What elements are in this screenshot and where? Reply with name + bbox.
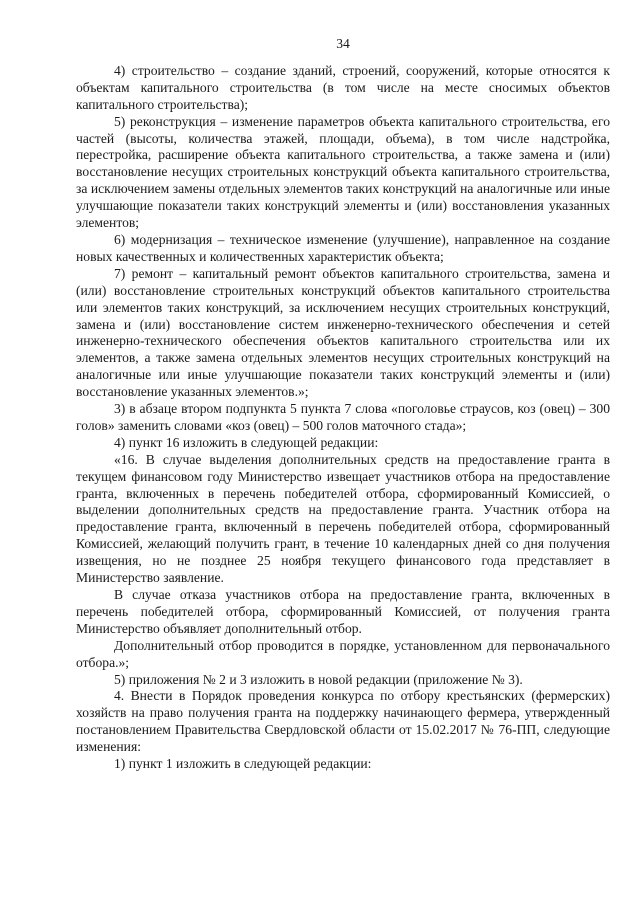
paragraph-modernization-definition: 6) модернизация – техническое изменение (улучшение), направленное на создание новых качественных и количественных характеристик объекта; bbox=[76, 231, 610, 264]
paragraph-repair-definition: 7) ремонт – капитальный ремонт объектов капитального строительства, замена и (или) восстановление строительных конструкций объектов капитального строительства или элементов таких конструкций, за исключением несущих строительных конструкций, замена и (или) восстановление систем инженерно-технического обеспечения и сетей инженерно-технического обеспечения объектов капитального строительства или их элементов, а также замена отдельных элементов несущих строительных конструкций на аналогичные или иные улучшающие показатели таких конструкций элементы и (или) восстановление указанных элементов.»; bbox=[76, 265, 610, 400]
paragraph-construction-definition: 4) строительство – создание зданий, строений, сооружений, которые относятся к объектам капитального строительства (в том числе на месте сносимых объектов капитального строительства); bbox=[76, 62, 610, 112]
paragraph-point-1: 1) пункт 1 изложить в следующей редакции: bbox=[114, 756, 372, 772]
paragraph-point-16: «16. В случае выделения дополнительных средств на предоставление гранта в текущем финансовом году Министерство извещает участников отбора на предоставление гранта, включенных в перечень победителей отбора, сформированный Комиссией, о выделении дополнительных средств на предоставление гранта. Участник отбора на предоставление гранта, включенный в перечень победителей отбора, сформированный Комиссией, желающий получить грант, в течение 10 календарных дней со дня получения извещения, но не позднее 25 ноября текущего финансового года представляет в Министерство заявление. bbox=[76, 451, 610, 586]
document-page bbox=[76, 36, 610, 773]
paragraph-reconstruction-definition: 5) реконструкция – изменение параметров объекта капитального строительства, его частей (высоты, количества этажей, площади, объема), в том числе надстройка, перестройка, расширение объекта капитального строительства, а также замена и (или) восстановление несущих строительных конструкций объекта капитального строительства, за исключением замены отдельных элементов таких конструкций на аналогичные или иные улучшающие показатели таких конструкций элементы и (или) восстановления указанных элементов; bbox=[76, 113, 610, 231]
paragraph-section-4: 4. Внести в Порядок проведения конкурса по отбору крестьянских (фермерских) хозяйств на право получения гранта на поддержку начинающего фермера, утвержденный постановлением Правительства Свердловской области от 15.02.2017 № 76-ПП, следующие изменения: bbox=[76, 688, 610, 755]
paragraph-amendment-5: 5) приложения № 2 и 3 изложить в новой редакции (приложение № 3). bbox=[114, 671, 523, 687]
paragraph-refusal: В случае отказа участников отбора на предоставление гранта, включенных в перечень победителей отбора, сформированный Комиссией, от получения гранта Министерство объявляет дополнительный отбор. bbox=[76, 587, 610, 636]
page-number: 34 bbox=[336, 36, 350, 51]
paragraph-amendment-4: 4) пункт 16 изложить в следующей редакции: bbox=[114, 434, 379, 450]
paragraph-amendment-3: 3) в абзаце втором подпункта 5 пункта 7 слова «поголовье страусов, коз (овец) – 300 голов» заменить словами «коз (овец) – 500 голов маточного стада»; bbox=[76, 401, 610, 433]
paragraph-additional-selection: Дополнительный отбор проводится в порядке, установленном для первоначального отбора.»; bbox=[76, 637, 610, 670]
